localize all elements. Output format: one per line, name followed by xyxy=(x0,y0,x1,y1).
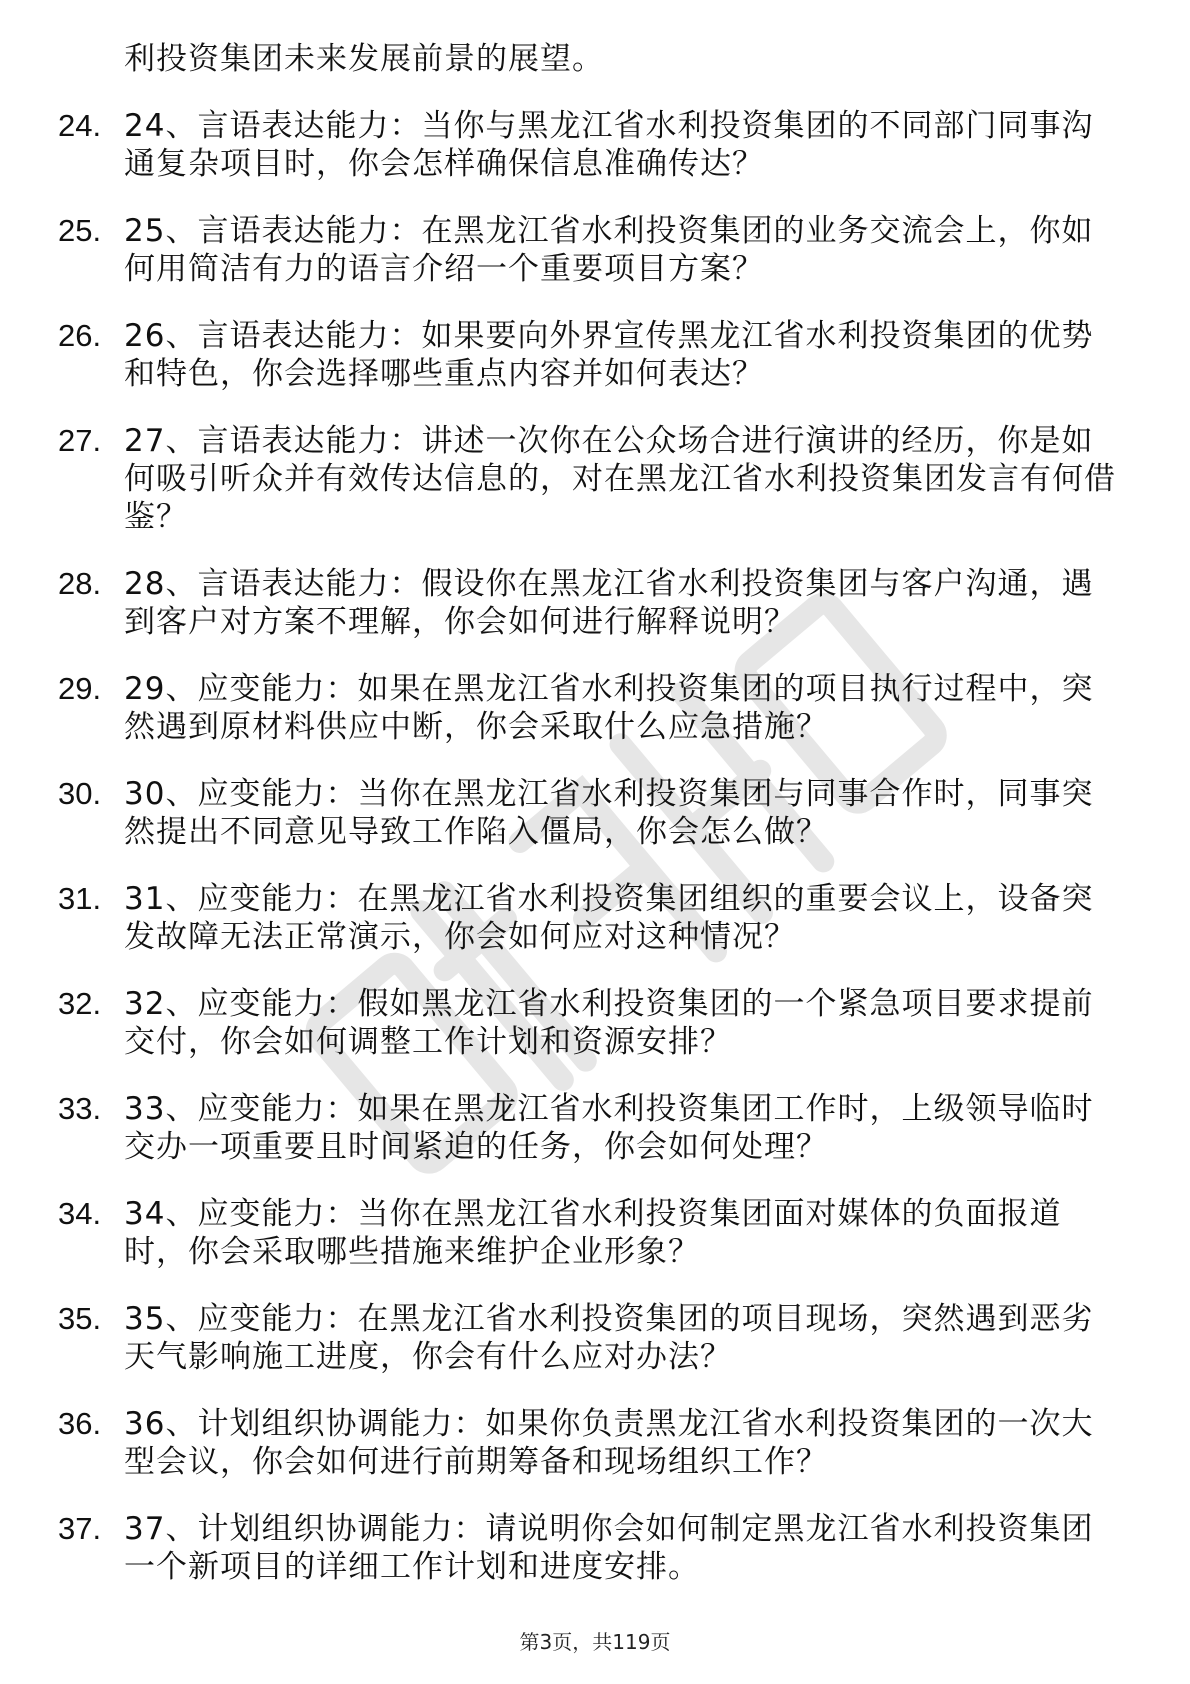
question-text: 35、应变能力：在黑龙江省水利投资集团的项目现场，突然遇到恶劣天气影响施工进度，你会有什么应对办法？ xyxy=(124,1301,1094,1375)
question-text: 37、计划组织协调能力：请说明你会如何制定黑龙江省水利投资集团一个新项目的详细工作计划和进度安排。 xyxy=(124,1511,1094,1585)
question-item xyxy=(58,317,1118,393)
question-number: 34. xyxy=(58,1196,102,1231)
question-number: 29. xyxy=(58,671,102,706)
question-number: 36. xyxy=(58,1406,102,1441)
question-number: 26. xyxy=(58,318,102,353)
question-text: 36、计划组织协调能力：如果你负责黑龙江省水利投资集团的一次大型会议，你会如何进行前期筹备和现场组织工作？ xyxy=(124,1406,1094,1480)
question-number: 33. xyxy=(58,1091,102,1126)
question-text: 29、应变能力：如果在黑龙江省水利投资集团的项目执行过程中，突然遇到原材料供应中断，你会采取什么应急措施？ xyxy=(124,671,1094,745)
question-text: 32、应变能力：假如黑龙江省水利投资集团的一个紧急项目要求提前交付，你会如何调整工作计划和资源安排？ xyxy=(124,986,1094,1060)
question-number: 28. xyxy=(58,566,102,601)
question-text: 34、应变能力：当你在黑龙江省水利投资集团面对媒体的负面报道时，你会采取哪些措施来维护企业形象？ xyxy=(124,1196,1062,1270)
question-item xyxy=(58,1510,1118,1586)
question-item xyxy=(58,107,1118,183)
page-footer: 第3页，共119页 xyxy=(519,1630,671,1654)
question-item xyxy=(58,670,1118,746)
question-number: 25. xyxy=(58,213,102,248)
question-number: 35. xyxy=(58,1301,102,1336)
question-item xyxy=(58,565,1118,641)
question-number: 32. xyxy=(58,986,102,1021)
question-text: 26、言语表达能力：如果要向外界宣传黑龙江省水利投资集团的优势和特色，你会选择哪些重点内容并如何表达？ xyxy=(124,318,1094,392)
question-number: 27. xyxy=(58,423,102,458)
question-text: 25、言语表达能力：在黑龙江省水利投资集团的业务交流会上，你如何用简洁有力的语言介绍一个重要项目方案？ xyxy=(124,213,1094,287)
question-text: 28、言语表达能力：假设你在黑龙江省水利投资集团与客户沟通，遇到客户对方案不理解，你会如何进行解释说明？ xyxy=(124,566,1094,640)
question-text: 33、应变能力：如果在黑龙江省水利投资集团工作时，上级领导临时交办一项重要且时间紧迫的任务，你会如何处理？ xyxy=(124,1091,1094,1165)
question-item xyxy=(58,212,1118,288)
question-item xyxy=(58,1195,1118,1271)
question-item xyxy=(58,880,1118,956)
question-item xyxy=(58,775,1118,851)
question-text: 27、言语表达能力：讲述一次你在公众场合进行演讲的经历，你是如何吸引听众并有效传达信息的，对在黑龙江省水利投资集团发言有何借鉴？ xyxy=(124,423,1116,535)
question-number: 31. xyxy=(58,881,102,916)
question-item xyxy=(58,1405,1118,1481)
question-text: 30、应变能力：当你在黑龙江省水利投资集团与同事合作时，同事突然提出不同意见导致工作陷入僵局，你会怎么做？ xyxy=(124,776,1094,850)
question-item xyxy=(58,985,1118,1061)
question-item xyxy=(58,422,1118,536)
question-text: 31、应变能力：在黑龙江省水利投资集团组织的重要会议上，设备突发故障无法正常演示，你会如何应对这种情况？ xyxy=(124,881,1094,955)
question-number: 30. xyxy=(58,776,102,811)
question-item xyxy=(58,1300,1118,1376)
question-text: 24、言语表达能力：当你与黑龙江省水利投资集团的不同部门同事沟通复杂项目时，你会怎样确保信息准确传达？ xyxy=(124,108,1094,182)
question-number: 24. xyxy=(58,108,102,143)
question-list xyxy=(58,40,1118,1615)
question-item xyxy=(58,1090,1118,1166)
continuation-text: 利投资集团未来发展前景的展望。 xyxy=(124,41,604,77)
question-number: 37. xyxy=(58,1511,102,1546)
